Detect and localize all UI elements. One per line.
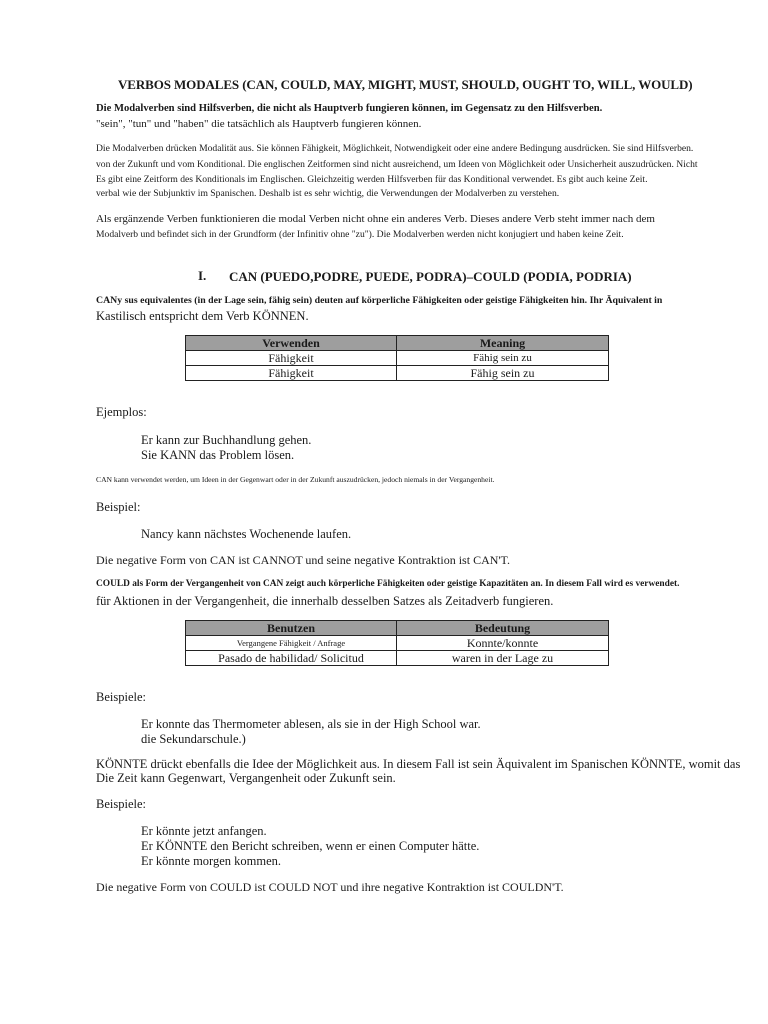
table-cell: Fähigkeit: [186, 351, 397, 366]
intro-bold-line: Die Modalverben sind Hilfsverben, die nicht als Hauptverb fungieren können, im Gegensatz zu den Hilfsverben.: [96, 103, 603, 114]
list-item-continuation: die Sekundarschule.): [141, 732, 246, 746]
list-item: Er könnte jetzt anfangen.: [141, 824, 267, 838]
section-number: I.: [198, 268, 207, 283]
table-row: [186, 366, 609, 381]
ejemplos-label: Ejemplos:: [96, 405, 147, 419]
table-cell: Fähigkeit: [186, 366, 397, 381]
table-cell: Fähig sein zu: [397, 366, 609, 381]
table-row: [186, 351, 609, 366]
could-usage-table: [185, 620, 609, 666]
konnte-line2: Die Zeit kann Gegenwart, Vergangenheit oder Zukunft sein.: [96, 771, 396, 785]
intro-para1-line3: Es gibt eine Zeitform des Konditionals im Englischen. Gleichzeitig werden Hilfsverben für das Konditional verwendet. Es gibt auch keine Zeit.: [96, 174, 648, 185]
page-title: VERBOS MODALES (CAN, COULD, MAY, MIGHT, MUST, SHOULD, OUGHT TO, WILL, WOULD): [118, 77, 693, 92]
table-row: [186, 636, 609, 651]
table-header-row: [186, 621, 609, 636]
can-note: CAN kann verwendet werden, um Ideen in der Gegenwart oder in der Zukunft auszudrücken, jedoch niemals in der Vergangenheit.: [96, 475, 495, 484]
could-negative: Die negative Form von COULD ist COULD NOT und ihre negative Kontraktion ist COULDN'T.: [96, 880, 564, 894]
can-desc-line1: CANy sus equivalentes (in der Lage sein, fähig sein) deuten auf körperliche Fähigkeiten oder geistige Fähigkeiten hin. Ihr Äquivalent in: [96, 295, 663, 306]
table-row: [186, 651, 609, 666]
intro-para2-line2: Modalverb und befindet sich in der Grundform (der Infinitiv ohne "zu"). Die Modalverben werden nicht konjugiert und haben keine Zeit.: [96, 229, 624, 240]
can-desc-line2: Kastilisch entspricht dem Verb KÖNNEN.: [96, 309, 309, 323]
list-item: Er konnte das Thermometer ablesen, als sie in der High School war.: [141, 717, 481, 731]
intro-para2-line1: Als ergänzende Verben funktionieren die modal Verben nicht ohne ein anderes Verb. Dieses andere Verb steht immer nach dem: [96, 213, 655, 225]
list-item: Nancy kann nächstes Wochenende laufen.: [141, 527, 352, 541]
table-cell: Pasado de habilidad/ Solicitud: [186, 651, 397, 666]
intro-line-2: "sein", "tun" und "haben" die tatsächlich als Hauptverb fungieren können.: [96, 118, 422, 130]
could-desc-line1: COULD als Form der Vergangenheit von CAN zeigt auch körperliche Fähigkeiten oder geistige Kapazitäten an. In diesem Fall wird es verwendet.: [96, 579, 680, 589]
can-negative: Die negative Form von CAN ist CANNOT und seine negative Kontraktion ist CAN'T.: [96, 553, 510, 567]
table-cell: Vergangene Fähigkeit / Anfrage: [186, 636, 397, 651]
section-heading: CAN (PUEDO,PODRE, PUEDE, PODRA)–COULD (PODIA, PODRIA): [229, 269, 632, 284]
intro-para1-line1: Die Modalverben drücken Modalität aus. Sie können Fähigkeit, Möglichkeit, Notwendigkeit oder eine andere Bedingung ausdrücken. Sie sind Hilfsverben.: [96, 143, 694, 154]
table-header: Meaning: [397, 336, 609, 351]
konnte-line1: KÖNNTE drückt ebenfalls die Idee der Möglichkeit aus. In diesem Fall ist sein Äquivalent im Spanischen KÖNNTE, womit das: [96, 757, 741, 771]
table-header: Bedeutung: [397, 621, 609, 636]
table-cell: Fähig sein zu: [397, 351, 609, 366]
table-header: Verwenden: [186, 336, 397, 351]
intro-para1-line2: von der Zukunft und vom Konditional. Die englischen Zeitformen sind nicht ausreichend, um Ideen von Möglichkeit oder Unsicherheit auszudrücken. Nicht: [96, 159, 698, 170]
list-item: Er kann zur Buchhandlung gehen.: [141, 433, 312, 447]
can-usage-table: [185, 335, 609, 381]
beispiel-label: Beispiel:: [96, 500, 141, 514]
list-item: Er KÖNNTE den Bericht schreiben, wenn er einen Computer hätte.: [141, 839, 480, 853]
list-item: Er könnte morgen kommen.: [141, 854, 282, 868]
beispiele-label-2: Beispiele:: [96, 797, 146, 811]
list-item: Sie KANN das Problem lösen.: [141, 448, 295, 462]
beispiele-label-1: Beispiele:: [96, 690, 146, 704]
intro-para1-line4: verbal wie der Subjunktiv im Spanischen. Deshalb ist es sehr wichtig, die Verwendungen der Modalverben zu verstehen.: [96, 188, 560, 199]
could-desc-line2: für Aktionen in der Vergangenheit, die innerhalb desselben Satzes als Zeitadverb fungieren.: [96, 594, 554, 608]
table-cell: waren in der Lage zu: [397, 651, 609, 666]
table-header-row: [186, 336, 609, 351]
table-cell: Konnte/konnte: [397, 636, 609, 651]
table-header: Benutzen: [186, 621, 397, 636]
